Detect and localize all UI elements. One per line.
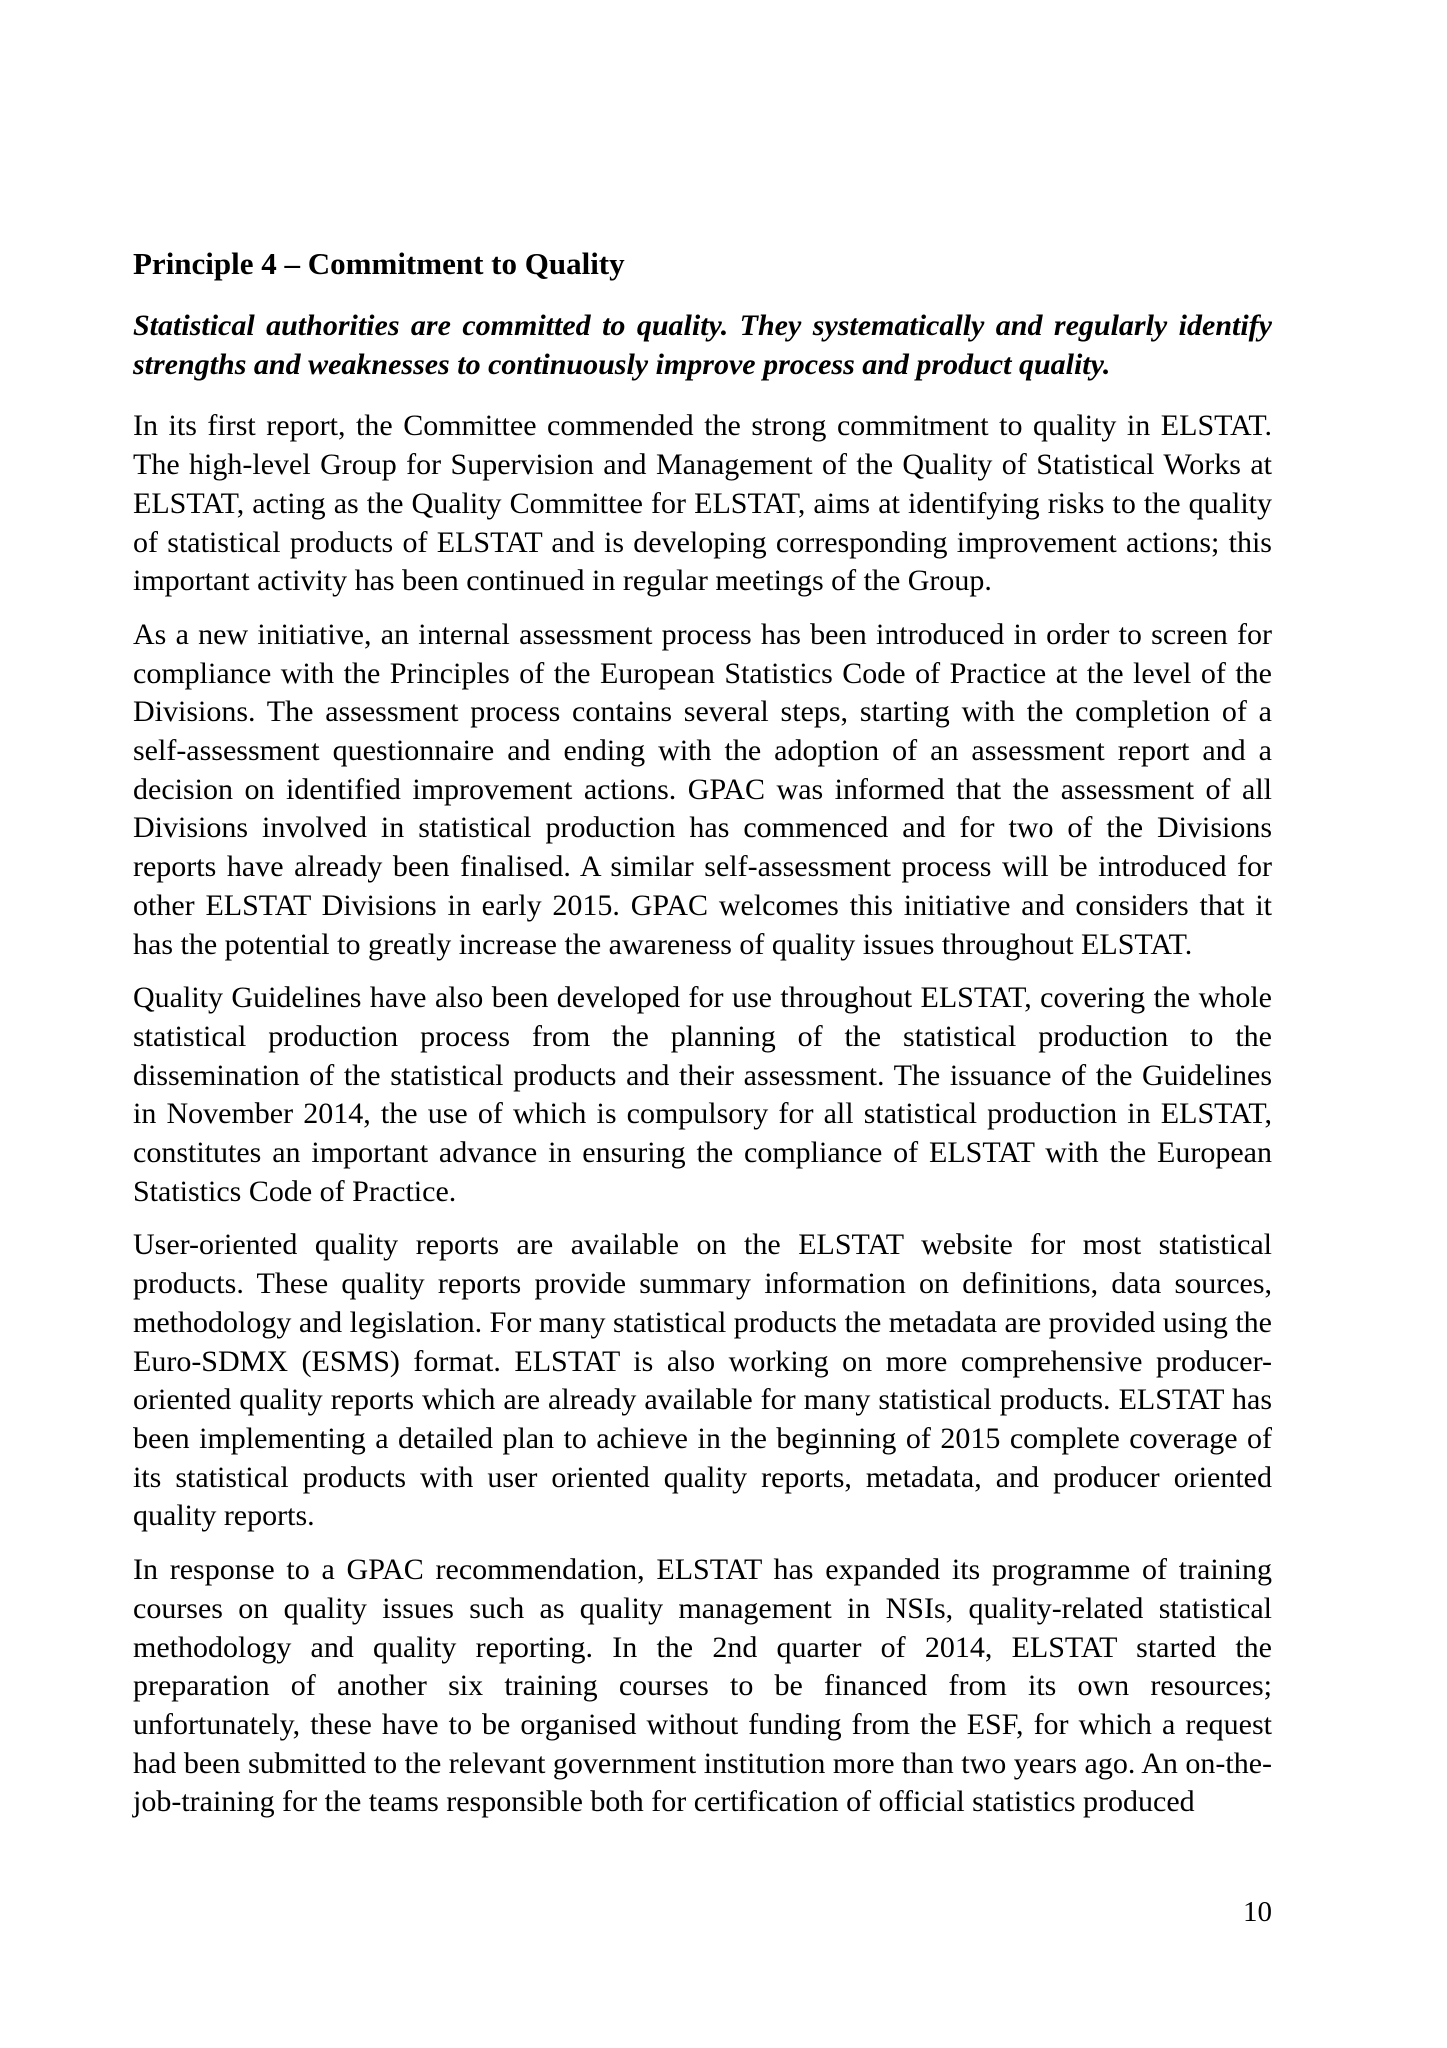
body-paragraph-2: As a new initiative, an internal assessment process has been introduced in order to screen for compliance with the Principles of the European Statistics Code of Practice at the level of the Divisions. The assessment process contains several steps, starting with the completion of a self-assessment questionnaire and ending with the adoption of an assessment report and a decision on identified improvement actions. GPAC was informed that the assessment of all Divisions involved in statistical production has commenced and for two of the Divisions reports have already been finalised. A similar self-assessment process will be introduced for other ELSTAT Divisions in early 2015. GPAC welcomes this initiative and considers that it has the potential to greatly increase the awareness of quality issues throughout ELSTAT.: [133, 617, 1272, 961]
body-paragraph-5: In response to a GPAC recommendation, ELSTAT has expanded its programme of training courses on quality issues such as quality management in NSIs, quality-related statistical methodology and quality reporting. In the 2nd quarter of 2014, ELSTAT started the preparation of another six training courses to be financed from its own resources; unfortunately, these have to be organised without funding from the ESF, for which a request had been submitted to the relevant government institution more than two years ago. An on-the-job-training for the teams responsible both for certification of official statistics produced: [133, 1553, 1272, 1819]
body-paragraph-4: User-oriented quality reports are available on the ELSTAT website for most statistical products. These quality reports provide summary information on definitions, data sources, methodology and legislation. For many statistical products the metadata are provided using the Euro-SDMX (ESMS) format. ELSTAT is also working on more comprehensive producer-oriented quality reports which are already available for many statistical products. ELSTAT has been implementing a detailed plan to achieve in the beginning of 2015 complete coverage of its statistical products with user oriented quality reports, metadata, and producer oriented quality reports.: [133, 1228, 1272, 1533]
body-paragraph-3: Quality Guidelines have also been developed for use throughout ELSTAT, covering the whole statistical production process from the planning of the statistical production to the dissemination of the statistical products and their assessment. The issuance of the Guidelines in November 2014, the use of which is compulsory for all statistical production in ELSTAT, constitutes an important advance in ensuring the compliance of ELSTAT with the European Statistics Code of Practice.: [133, 981, 1272, 1208]
body-paragraph-1: In its first report, the Committee commended the strong commitment to quality in ELSTAT. The high-level Group for Supervision and Management of the Quality of Statistical Works at ELSTAT, acting as the Quality Committee for ELSTAT, aims at identifying risks to the quality of statistical products of ELSTAT and is developing corresponding improvement actions; this important activity has been continued in regular meetings of the Group.: [133, 409, 1272, 598]
principle-statement: Statistical authorities are committed to quality. They systematically and regularly identify strengths and weaknesses to continuously improve process and product quality.: [133, 309, 1272, 381]
section-heading: Principle 4 – Commitment to Quality: [133, 246, 625, 281]
text-block: [133, 245, 1272, 1837]
page-number: 10: [1243, 1896, 1272, 1928]
